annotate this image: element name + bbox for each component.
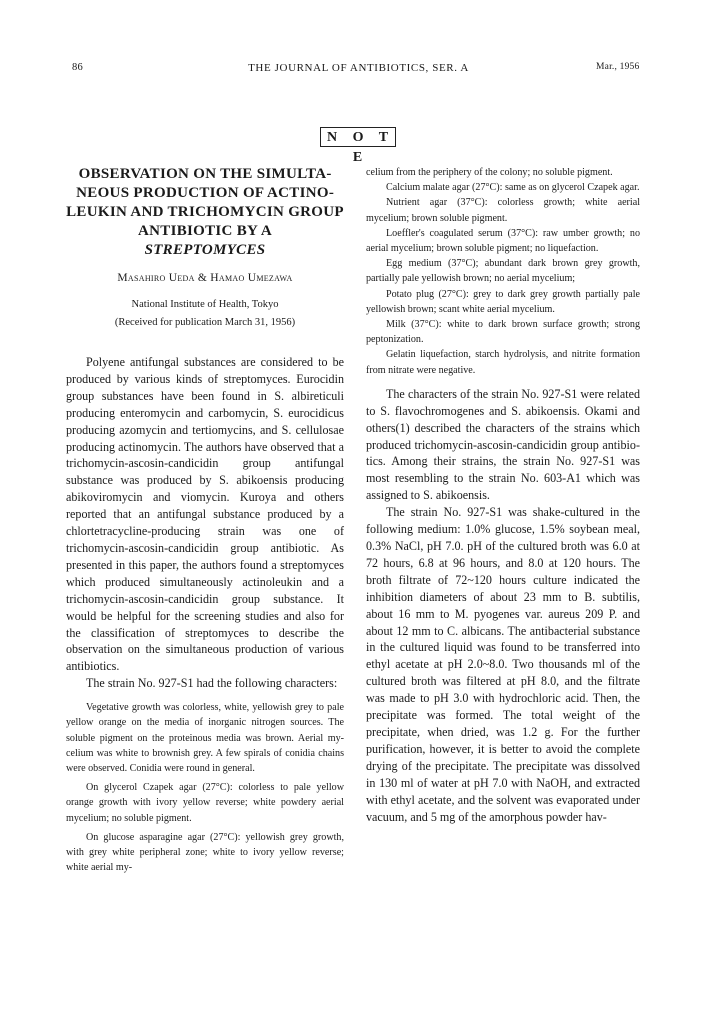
affiliation bbox=[66, 296, 344, 332]
institution: National Institute of Health, Tokyo bbox=[131, 299, 279, 310]
character-item: Gelatin liquefaction, starch hydrolysis, and nitrite formation from nitrate were negative. bbox=[366, 349, 640, 376]
page-number: 86 bbox=[72, 62, 83, 73]
character-item: On glucose asparagine agar (27°C): yellowish grey growth, with grey white peripheral zone; white to ivory yellow reverse; white aerial my- bbox=[66, 831, 344, 874]
character-item: Egg medium (37°C); abundant dark brown grey growth, partially pale yellowish brown; no aerial mycelium; bbox=[366, 258, 640, 285]
character-item: Milk (37°C): white to dark brown surface growth; strong peptonization. bbox=[366, 319, 640, 346]
left-column bbox=[66, 165, 344, 875]
character-item: Vegetative growth was colorless, white, yellowish grey to pale yellow orange on the media of inorganic nitrogen sources. The soluble pigment on the proteinous media was brown. Aerial mycelium was white to brownish grey. A few spirals of conidia chains were observed. Conidia were round in general. bbox=[66, 702, 344, 774]
character-item: celium from the periphery of the colony; no soluble pigment. bbox=[366, 167, 613, 178]
intro-paragraph: Polyene antifungal substances are considered to be produced by various kinds of streptomyces. Eurocidin group substances have been found in S. albireticuli producing enteromycin and carbomycin, S. eurocidicus producing azomycin and tertiomycins, and S. cellulosae producing actinomycin. The authors have observed that a trichomycin-ascosin-candicidin group antifungal substance was produced by S. abikoensis producing abikoviromycin and viomycin. Kuroya and others reported that an antifungal substance produced by a chlortetracycline-producing strain was one of trichomycin-ascosin-candicidin group antibiotic. As presented in this paper, the authors found a streptomyces which produced simultaneously actinoleukin and a trichomycin-ascosin-candicidin group substance. It would be helpful for the screening studies and also for the classification of streptomyces to describe the observation on the simultaneous production of various antibiotics. bbox=[66, 355, 344, 674]
note-label: N O T E bbox=[320, 127, 396, 147]
character-item: Calcium malate agar (27°C): same as on glycerol Czapek agar. bbox=[386, 182, 640, 194]
author-line: Masahiro Ueda & Hamao Umezawa bbox=[117, 272, 293, 284]
right-column bbox=[366, 165, 640, 825]
title-italic: STREPTOMYCES bbox=[144, 242, 266, 258]
received-date: (Received for publication March 31, 1956) bbox=[114, 317, 296, 328]
strain-intro-paragraph: The strain No. 927-S1 had the following characters: bbox=[86, 676, 338, 691]
strain-characters-list bbox=[66, 700, 344, 875]
character-item: Nutrient agar (37°C): colorless growth; white aerial mycelium; brown soluble pigment. bbox=[366, 197, 640, 224]
culture-paragraph: The strain No. 927-S1 was shake-cultured in the following medium: 1.0% glucose, 1.5% soybean meal, 0.3% NaCl, pH 7.0. pH of the cultured broth was 6.0 at 72 hours, 6.8 at 96 hours, and 8.0 at 120 hours. The broth filtrate of 72~120 hours culture indicated the inhibition diameters of about 23 mm to B. subtilis, about 16 mm to M. pyogenes var. aureus 209 P. and about 12 mm to C. albicans. The antibacterial substance in the cultured liquid was found to be transferred into ethyl acetate at pH 2.0~8.0. Two thousands ml of the cultured broth was filtered at pH 8.0, and the filtrate was made to pH 3.0 with hydrochloric acid. Then, the precipitate was formed. The total weight of the precipitate, when dried, was 1.2 g. For the further purification, however, it is better to avoid the complete drying of the precipitate. The precipitate was dissolved in 130 ml of water at pH 7.0 with NaOH, and extracted with ethyl acetate, and the solvent was evaporated under vacuum, and 5 mg of the amorphous powder hav- bbox=[366, 505, 640, 824]
journal-title: THE JOURNAL OF ANTIBIOTICS, SER. A bbox=[248, 62, 469, 74]
related-strain-paragraph: The characters of the strain No. 927-S1 were related to S. flavochromogenes and S. abikoensis. Okami and others(1) described the characters of the strains which produced trichomycin-ascosin-candicidin group antibiotics. Among their strains, the strain No. 927-S1 was most resembling to the strain No. 603-A1 which was assigned to S. abikoensis. bbox=[366, 386, 640, 503]
character-item: On glycerol Czapek agar (27°C): colorless to pale yellow orange growth with ivory yellow reverse; white powdery aerial mycelium; no soluble pigment. bbox=[66, 782, 344, 824]
title-main: OBSERVATION ON THE SIMULTANEOUS PRODUCTION OF ACTINOLEUKIN AND TRICHOMYCIN GROUP ANTIBIOTIC BY A bbox=[66, 166, 344, 239]
article-title bbox=[66, 165, 344, 260]
character-item: Loeffler's coagulated serum (37°C): raw umber growth; no aerial mycelium; brown soluble pigment; no liquefaction. bbox=[366, 227, 640, 255]
character-item: Potato plug (27°C): grey to dark grey growth partially pale yellowish brown; scant white aerial mycelium. bbox=[366, 288, 640, 315]
issue-date: Mar., 1956 bbox=[596, 62, 640, 72]
